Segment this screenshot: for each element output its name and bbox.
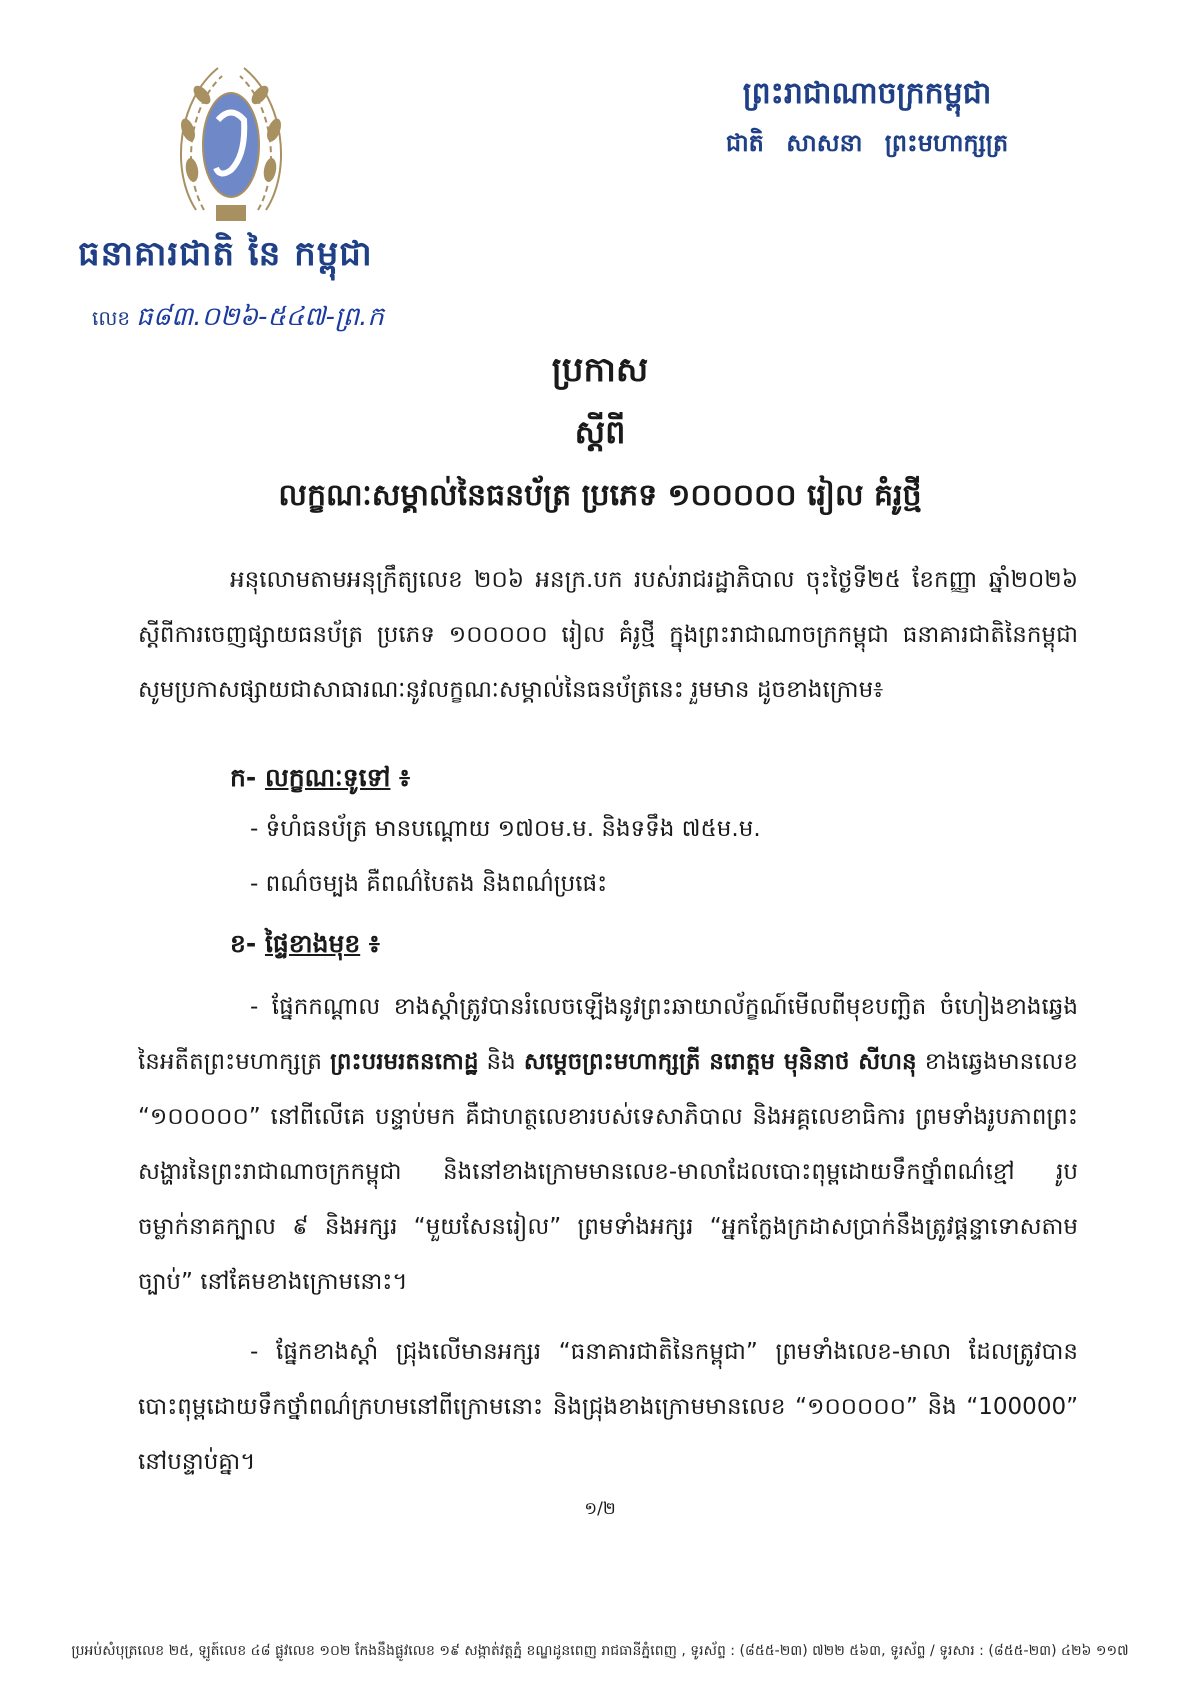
section-a-title: លក្ខណៈទូទៅ [264, 763, 391, 792]
king-name-2: សម្តេចព្រះមហាក្សត្រី នរោត្តម មុនិនាថ សីហនុ [523, 1049, 917, 1075]
section-a-colon: ៖ [399, 763, 411, 792]
section-b-colon: ៖ [368, 929, 380, 958]
bullet-size: - ទំហំធនប័ត្រ មានបណ្តោយ ១៧០ម.ម. និងទទឹង ៧៥ម.ម. [250, 816, 761, 842]
section-b-letter: ខ- [230, 929, 257, 958]
section-b-title: ផ្ទៃខាងមុខ [264, 929, 361, 958]
bank-name: ធនាគារជាតិ នៃ កម្ពុជា [78, 234, 373, 274]
document-subject: លក្ខណៈសម្គាល់នៃធនប័ត្រ ប្រភេទ ១០០០០០ រៀល គំរូថ្មី [278, 478, 922, 513]
reference-number [92, 300, 384, 338]
kingdom-name: ព្រះរាជាណាចក្រកម្ពុជា [742, 76, 992, 111]
national-motto: ជាតិ សាសនា ព្រះមហាក្សត្រ [725, 129, 1009, 157]
document-type-title: ប្រកាស [551, 350, 649, 390]
page-number: ១/២ [584, 1499, 616, 1519]
document-about: ស្តីពី [574, 413, 626, 451]
front-center-text-start: - ផ្នែកកណ្តាល ខាងស្តាំត្រូវបានរំលេចឡើងនូវព្រះឆាយាល័ក្ខណ៍មើលពីមុខបញ្ឆិត ចំហៀងខាងឆ្វេងនៃអតីតព្រះមហាក្សត្រ [138, 994, 1078, 1075]
king-name-1: ព្រះបរមរតនកោដ្ឋ [330, 1049, 479, 1075]
conjunction-and: និង [486, 1049, 516, 1075]
reference-handwritten-number: ធ៨៣.០២៦-៥៤៧-ព្រ.ក [136, 302, 384, 332]
section-a-heading [230, 763, 410, 799]
front-right-paragraph: - ផ្នែកខាងស្តាំ ជ្រុងលើមានអក្សរ “ធនាគារជាតិនៃកម្ពុជា” ព្រមទាំងលេខ-មាលា ដែលត្រូវបានបោះពុម្ពដោយទឹកថ្នាំពណ៌ក្រហមនៅពីក្រោមនោះ និងជ្រុងខាងក្រោមមានលេខ “១០០០០០” និង “100000” នៅបន្ទាប់គ្នា។ [138, 1339, 1078, 1475]
section-a-letter: ក- [230, 763, 257, 792]
central-bank-emblem-logo [176, 60, 286, 230]
footer-address: ប្រអប់សំបុត្រលេខ ២៥, ឡូត៍លេខ ៤៨ ផ្លូវលេខ ១០២ កែងនឹងផ្លូវលេខ ១៩ សង្កាត់វត្តភ្នំ ខណ្ឌដូនពេញ រាជធានីភ្នំពេញ , ទូរស័ព្ទ : (៨៥៥-២៣) ៧២២ ៥៦៣, ទូរស័ព្ទ / ទូរសារ : (៨៥៥-២៣) ៤២៦ ១១៧ [71, 1643, 1129, 1659]
reference-prefix: លេខ [92, 306, 131, 330]
front-center-text-end: ខាងឆ្វេងមានលេខ “១០០០០០” នៅពីលើគេ បន្ទាប់មក គឺជាហត្ថលេខារបស់ទេសាភិបាល និងអគ្គលេខាធិការ ព្រមទាំងរូបភាពព្រះសង្ហារនៃព្រះរាជាណាចក្រកម្ពុជា និងនៅខាងក្រោមមានលេខ-មាលាដែលបោះពុម្ពដោយទឹកថ្នាំពណ៌ខ្មៅ រូបចម្លាក់នាគក្បាល ៩ និងអក្សរ “មួយសែនរៀល” ព្រមទាំងអក្សរ “អ្នកក្លែងក្រដាសប្រាក់នឹងត្រូវផ្តន្ទាទោសតាមច្បាប់” នៅគែមខាងក្រោមនោះ។ [138, 1049, 1079, 1295]
kingdom-motto [712, 74, 1022, 163]
front-center-paragraph [138, 980, 1078, 1310]
bullet-color: - ពណ៌ចម្បង គឺពណ៌បៃតង និងពណ៌ប្រផេះ [250, 871, 608, 897]
intro-paragraph: អនុលោមតាមអនុក្រឹត្យលេខ ២០៦ អនក្រ.បក របស់រាជរដ្ឋាភិបាល ចុះថ្ងៃទី២៥ ខែកញ្ញា ឆ្នាំ២០២៦ ស្តីពីការចេញផ្សាយធនប័ត្រ ប្រភេទ ១០០០០០ រៀល គំរូថ្មី ក្នុងព្រះរាជាណាចក្រកម្ពុជា ធនាគារជាតិនៃកម្ពុជា សូមប្រកាសផ្សាយជាសាធារណៈនូវលក្ខណៈសម្គាល់នៃធនប័ត្រនេះ រួមមាន ដូចខាងក្រោម៖ [138, 567, 1078, 703]
section-b-heading [230, 929, 380, 965]
